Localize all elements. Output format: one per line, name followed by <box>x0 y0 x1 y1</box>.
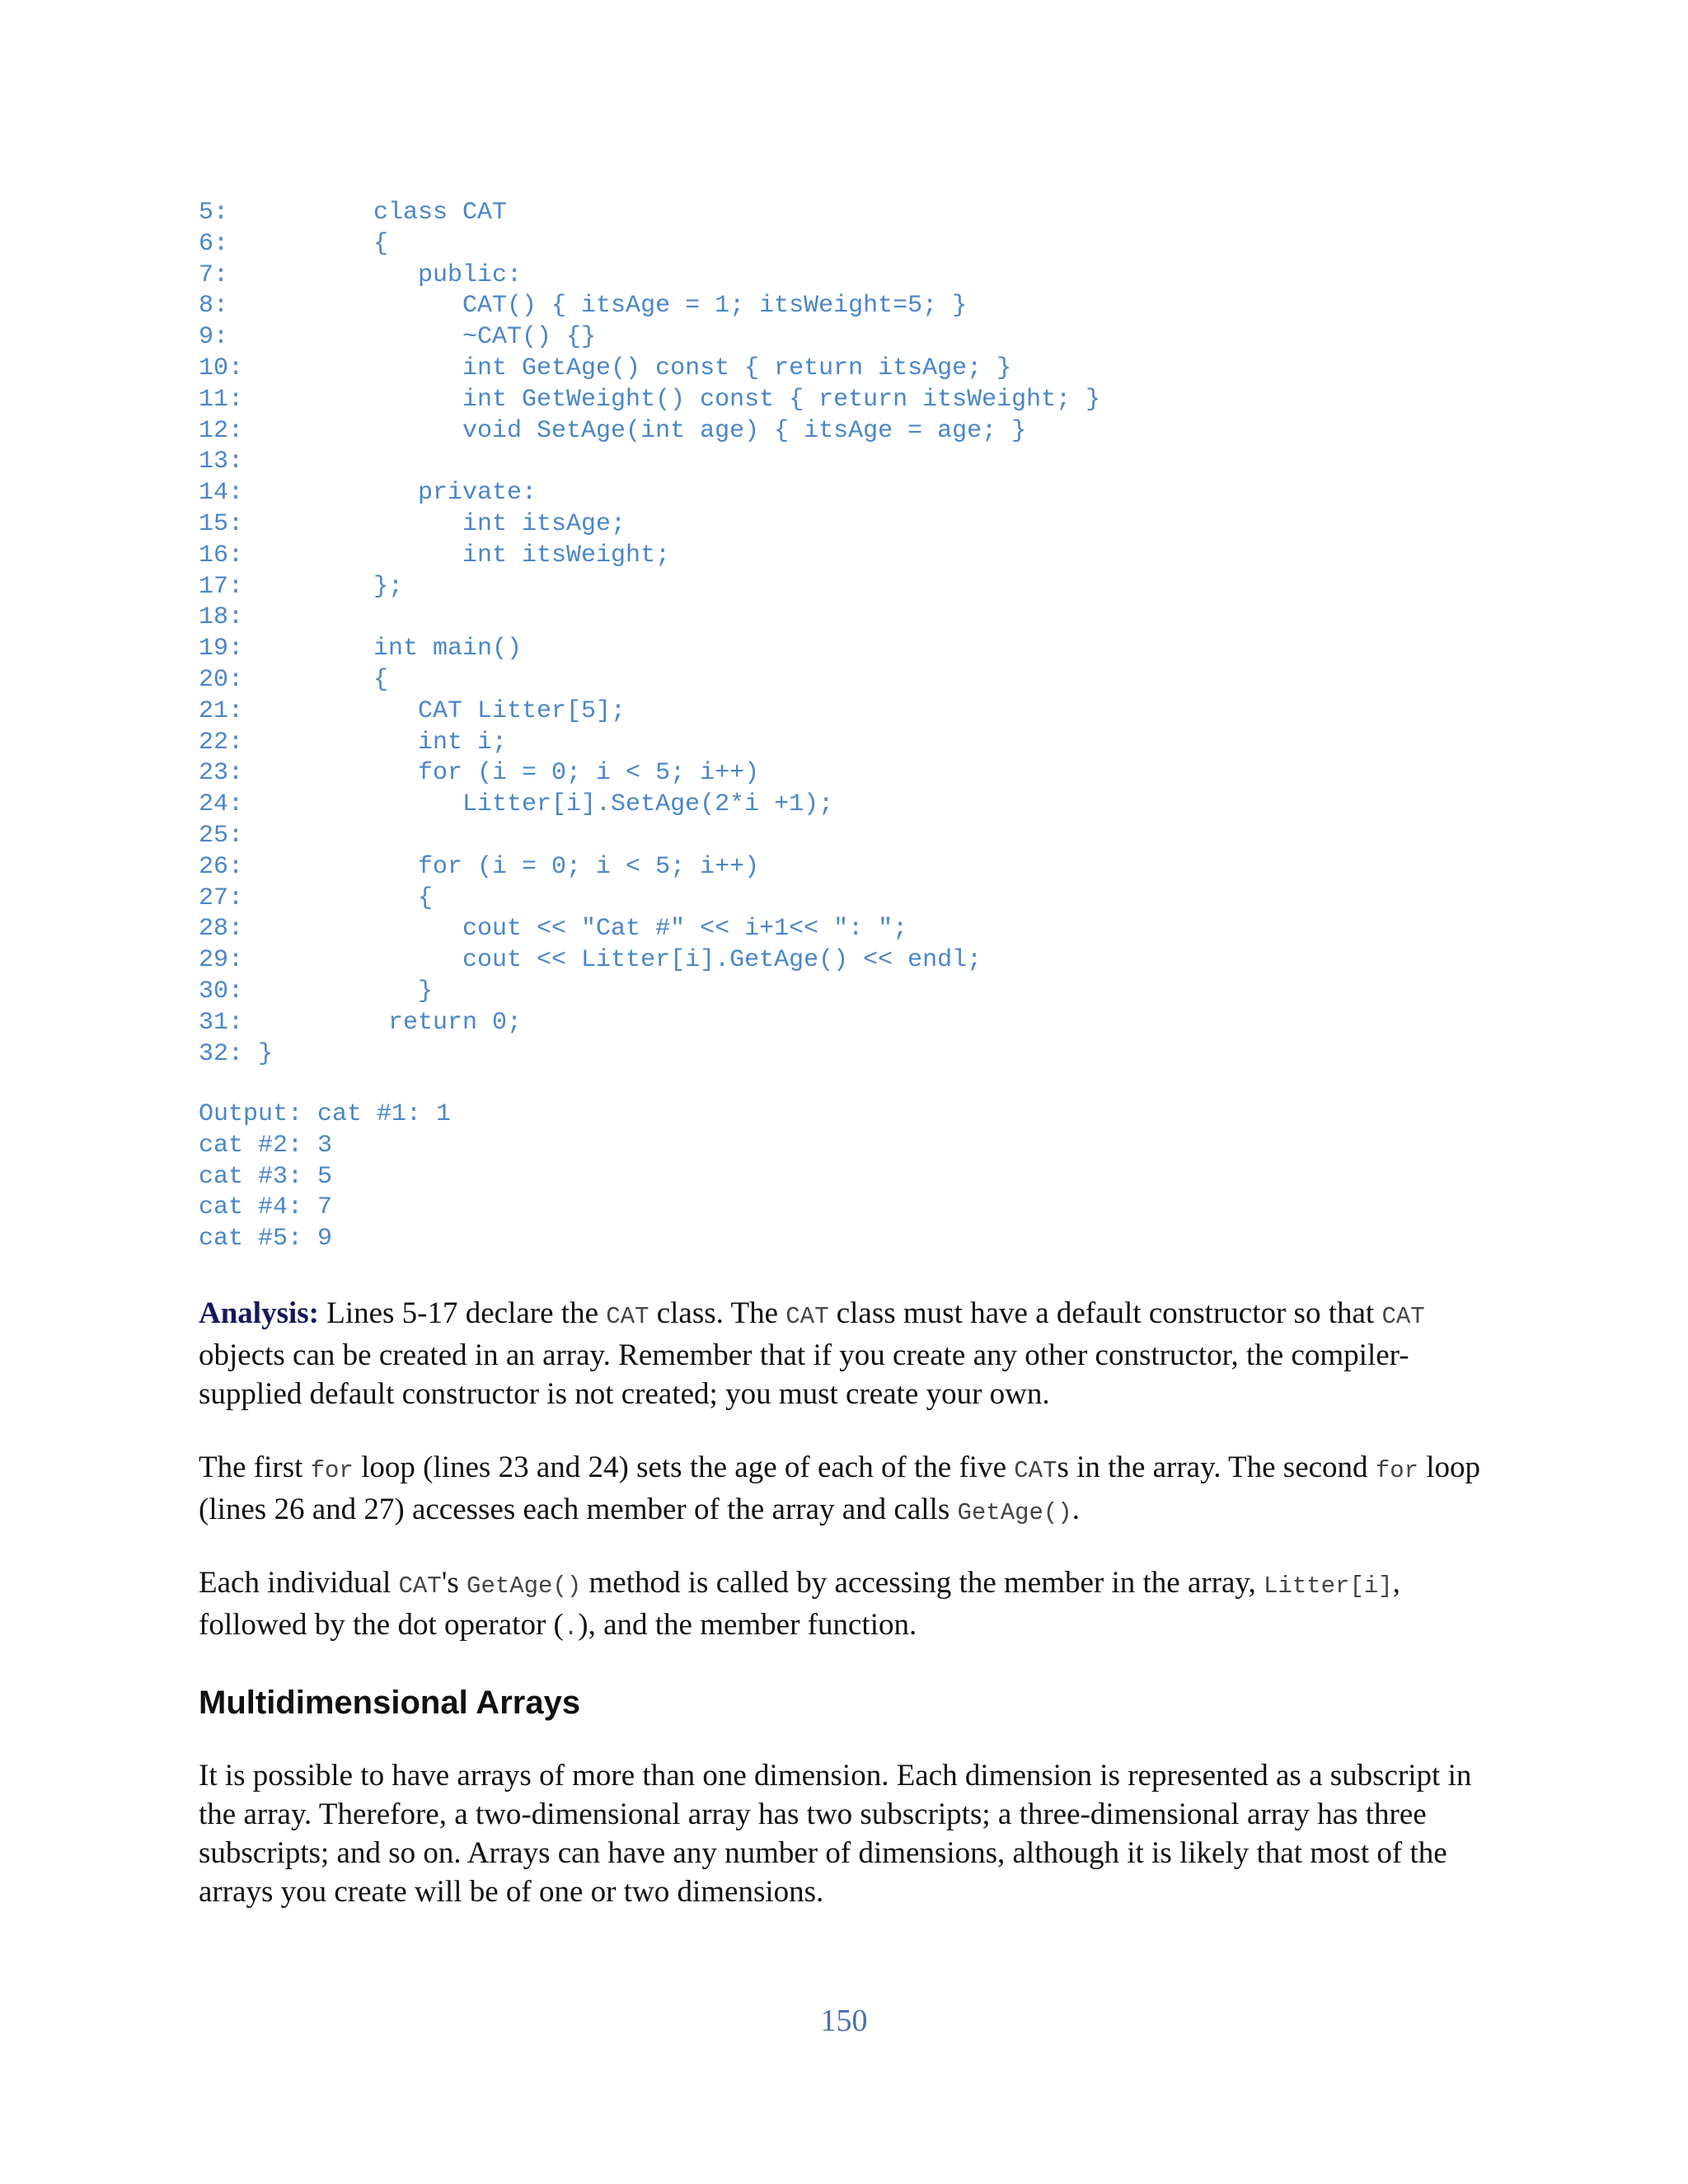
analysis-label: Analysis: <box>199 1296 319 1330</box>
code-line: 30: } <box>199 977 434 1005</box>
code-line: 26: for (i = 0; i < 5; i++) <box>199 852 760 881</box>
code-line: 7: public: <box>199 260 523 289</box>
multidimensional-paragraph: It is possible to have arrays of more than one dimension. Each dimension is represented as a subscript in the array. Therefore, a two-dimensional array has two subscripts; a three-dimensional array has three subscripts; and so on. Arrays can have any number of dimensions, although it is likely that most of the arrays you create will be of one or two dimensions. <box>199 1759 1472 1909</box>
code-line: 5: class CAT <box>199 199 508 227</box>
inline-code: GetAge() <box>957 1499 1072 1526</box>
code-line: 6: { <box>199 229 389 258</box>
code-listing <box>199 198 1100 1070</box>
inline-code: CAT <box>398 1572 442 1600</box>
inline-code: CAT <box>785 1303 829 1330</box>
code-line: 16: int itsWeight; <box>199 541 671 569</box>
output-line: cat #3: 5 <box>199 1162 333 1191</box>
code-line: 31: return 0; <box>199 1008 523 1037</box>
code-line: 11: int GetWeight() const { return itsWeight; } <box>199 385 1101 414</box>
code-line: 20: { <box>199 665 389 694</box>
code-line: 12: void SetAge(int age) { itsAge = age; } <box>199 416 1027 445</box>
inline-code: for <box>310 1457 354 1484</box>
member-access-paragraph: Each individual CAT's GetAge() method is called by accessing the member in the array, Litter[i], followed by the dot operator (.), and the member function. <box>199 1566 1400 1642</box>
code-line: 18: <box>199 603 244 632</box>
inline-code: Litter[i] <box>1264 1572 1393 1600</box>
inline-code: for <box>1375 1457 1419 1484</box>
output-line: cat #5: 9 <box>199 1225 333 1254</box>
code-line: 8: CAT() { itsAge = 1; itsWeight=5; } <box>199 292 968 321</box>
code-line: 19: int main() <box>199 635 523 663</box>
inline-code: CAT <box>1014 1457 1057 1484</box>
for-loop-paragraph: The first for loop (lines 23 and 24) sets the age of each of the five CATs in the array. The second for loop (lines 26 and 27) accesses each member of the array and calls GetAge(). <box>199 1451 1481 1526</box>
code-line: 13: <box>199 448 244 476</box>
inline-code: CAT <box>606 1303 649 1330</box>
code-line: 24: Litter[i].SetAge(2*i +1); <box>199 790 834 819</box>
analysis-paragraph: Analysis: Lines 5-17 declare the CAT class. The CAT class must have a default constructor so that CAT objects can be created in an array. Remember that if you create any other constructor, the compiler-supplied default constructor is not created; you must create your own. <box>199 1296 1425 1411</box>
output-line: Output: cat #1: 1 <box>199 1100 452 1128</box>
code-line: 28: cout << "Cat #" << i+1<< ": "; <box>199 915 908 944</box>
code-line: 29: cout << Litter[i].GetAge() << endl; <box>199 946 982 975</box>
code-line: 10: int GetAge() const { return itsAge; } <box>199 354 1012 382</box>
code-line: 15: int itsAge; <box>199 509 626 538</box>
code-line: 9: ~CAT() {} <box>199 323 597 352</box>
code-line: 21: CAT Litter[5]; <box>199 696 626 725</box>
code-line: 14: private: <box>199 479 537 508</box>
output-line: cat #2: 3 <box>199 1131 333 1160</box>
program-output <box>199 1099 451 1255</box>
code-line: 25: <box>199 821 244 850</box>
code-line: 22: int i; <box>199 728 508 757</box>
page-number: 150 <box>820 2004 868 2038</box>
code-line: 32: } <box>199 1039 274 1068</box>
inline-code: GetAge() <box>467 1572 582 1600</box>
code-line: 23: for (i = 0; i < 5; i++) <box>199 759 760 788</box>
code-line: 27: { <box>199 883 434 912</box>
inline-code: . <box>563 1615 579 1642</box>
inline-code: CAT <box>1381 1303 1425 1330</box>
output-line: cat #4: 7 <box>199 1193 333 1222</box>
section-heading: Multidimensional Arrays <box>199 1685 581 1721</box>
code-line: 17: }; <box>199 572 404 601</box>
